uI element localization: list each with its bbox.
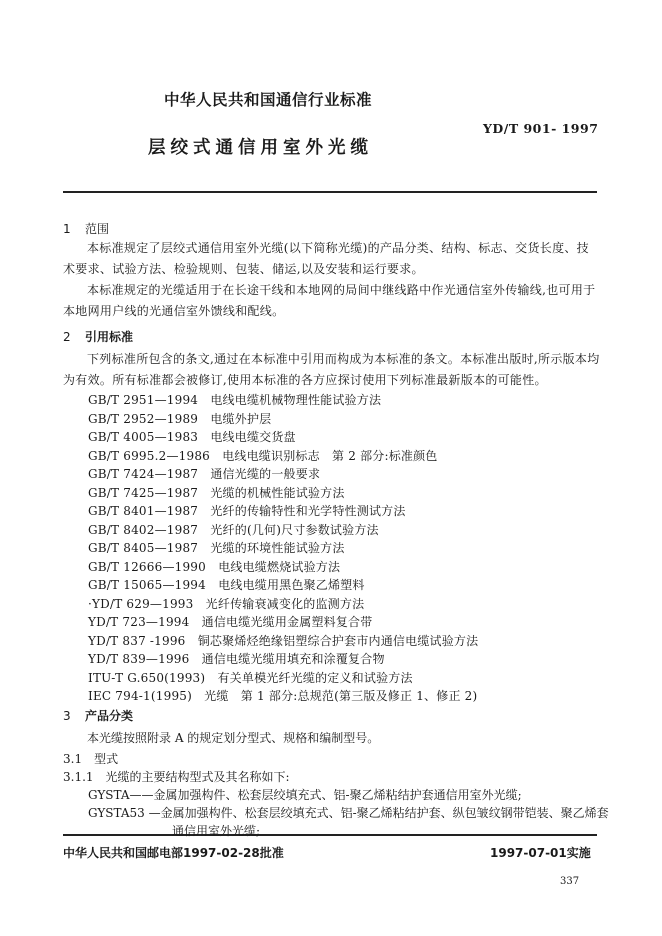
subsection-number: 3.1 (63, 752, 83, 766)
subsection-3-1 (63, 750, 118, 767)
section-title: 产品分类 (85, 709, 134, 723)
subsection-number: 3.1.1 (63, 770, 94, 784)
reference-item: ITU-T G.650(1993) 有关单模光纤光缆的定义和试验方法 (88, 670, 413, 685)
footer-divider (63, 834, 597, 836)
section-number: 3 (63, 709, 71, 723)
cable-type-code: GYSTA (88, 788, 130, 802)
cable-type-description: ——金属加强构件、松套层绞填充式、铝-聚乙烯粘结护套通信用室外光缆; (129, 788, 522, 802)
reference-item: GB/T 8405—1987 光缆的环境性能试验方法 (88, 541, 345, 555)
section-title: 范围 (85, 222, 110, 236)
approval-line: 中华人民共和国邮电部1997-02-28批准 (63, 846, 284, 860)
reference-item: GB/T 8402—1987 光纤的(几何)尺寸参数试验方法 (88, 522, 379, 537)
header-divider (63, 191, 597, 193)
reference-item: GB/T 2952—1989 电缆外护层 (88, 411, 272, 426)
subsection-title: 型式 (94, 752, 119, 766)
section-title: 引用标准 (85, 330, 134, 344)
cable-type-description: —金属加强构件、松套层绞填充式、铝-聚乙烯粘结护套、纵包皱纹钢带铠装、聚乙烯套 (144, 806, 609, 820)
reference-item: GB/T 6995.2—1986 电线电缆识别标志 第 2 部分:标准颜色 (88, 448, 438, 463)
section-1-paragraph-2: 本标准规定的光缆适用于在长途干线和本地网的局间中继线路中作光通信室外传输线,也可用于本地网用户线的光通信室外馈线和配线。 (63, 283, 596, 318)
reference-item: GB/T 15065—1994 电线电缆用黑色聚乙烯塑料 (88, 578, 365, 592)
reference-item: IEC 794-1(1995) 光缆 第 1 部分:总规范(第三版及修正 1、修正 2) (88, 689, 478, 703)
section-3-intro: 本光缆按照附录 A 的规定划分型式、规格和编制型号。 (87, 731, 380, 745)
reference-item: GB/T 8401—1987 光纤的传输特性和光学特性测试方法 (88, 504, 406, 518)
subsection-3-1-1 (63, 768, 290, 785)
standard-code: YD/T 901- 1997 (483, 121, 599, 136)
section-2-heading (63, 328, 133, 345)
reference-item: GB/T 2951—1994 电线电缆机械物理性能试验方法 (88, 393, 382, 407)
reference-item: GB/T 7425—1987 光缆的机械性能试验方法 (88, 485, 345, 500)
cable-type-item (88, 804, 609, 821)
section-2-intro: 下列标准所包含的条文,通过在本标准中引用而构成为本标准的条文。本标准出版时,所示版本均为有效。所有标准都会被修订,使用本标准的各方应探讨使用下列标准最新版本的可能性。 (63, 352, 600, 387)
cable-type-continuation: 通信用室外光缆; (172, 824, 261, 838)
effective-date: 1997-07-01实施 (490, 846, 591, 860)
section-1-heading (63, 220, 109, 237)
section-3-heading (63, 707, 133, 724)
cable-type-code: GYSTA53 (88, 806, 145, 820)
reference-item: GB/T 4005—1983 电线电缆交货盘 (88, 430, 296, 444)
cable-type-item (88, 786, 522, 803)
reference-item: GB/T 7424—1987 通信光缆的一般要求 (88, 467, 321, 481)
reference-item: YD/T 837 -1996 铜芯聚烯烃绝缘铝塑综合护套市内通信电缆试验方法 (88, 633, 479, 648)
reference-item: YD/T 723—1994 通信电缆光缆用金属塑料复合带 (88, 615, 373, 629)
subsection-text: 光缆的主要结构型式及其名称如下: (93, 770, 290, 784)
document-title: 层绞式通信用室外光缆 (148, 138, 373, 158)
section-number: 2 (63, 330, 71, 344)
issuing-organization: 中华人民共和国通信行业标准 (164, 91, 373, 109)
section-1-paragraph-1: 本标准规定了层绞式通信用室外光缆(以下简称光缆)的产品分类、结构、标志、交货长度、技术要求、试验方法、检验规则、包装、储运,以及安装和运行要求。 (63, 241, 589, 276)
section-number: 1 (63, 222, 71, 236)
page-number: 337 (560, 876, 580, 887)
reference-item: ·YD/T 629—1993 光纤传输衰减变化的监测方法 (88, 596, 365, 611)
reference-item: YD/T 839—1996 通信电缆光缆用填充和涂覆复合物 (88, 652, 385, 666)
reference-item: GB/T 12666—1990 电线电缆燃烧试验方法 (88, 559, 341, 574)
